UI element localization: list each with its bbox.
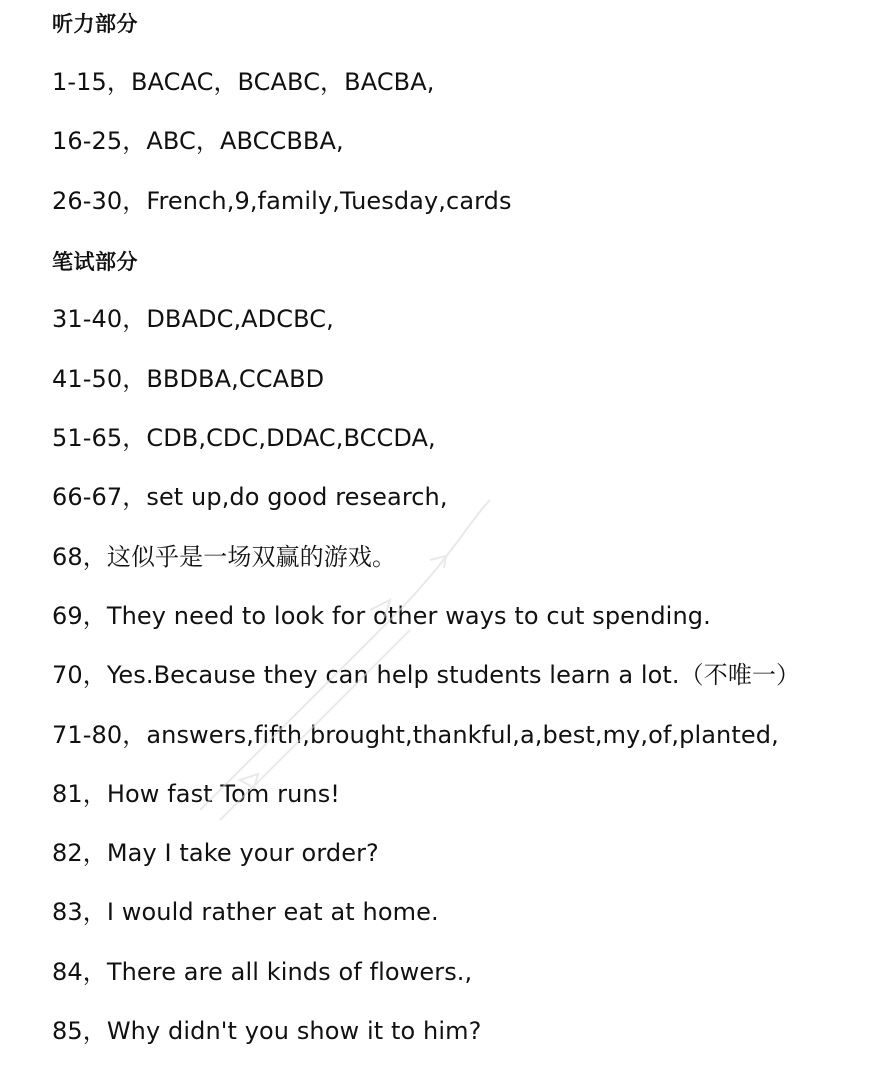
answer-line: 16-25，ABC，ABCCBBA, [52, 127, 344, 155]
answer-line: 66-67，set up,do good research, [52, 483, 448, 511]
answer-line: 71-80，answers,fifth,brought,thankful,a,best,my,of,planted, [52, 721, 779, 749]
answer-line: 1-15，BACAC，BCABC，BACBA, [52, 68, 435, 96]
answer-line: 31-40，DBADC,ADCBC, [52, 305, 334, 333]
answer-line: 51-65，CDB,CDC,DDAC,BCCDA, [52, 424, 436, 452]
section-heading-listening: 听力部分 [52, 12, 138, 36]
answer-line: 84，There are all kinds of flowers., [52, 958, 473, 986]
answer-line: 83，I would rather eat at home. [52, 898, 439, 926]
answer-line: 82，May I take your order? [52, 839, 379, 867]
answer-line: 68，这似乎是一场双赢的游戏。 [52, 543, 397, 571]
answer-line: 69，They need to look for other ways to cut spending. [52, 602, 711, 630]
answer-line: 70，Yes.Because they can help students learn a lot.（不唯一） [52, 661, 801, 689]
section-heading-writing: 笔试部分 [52, 250, 138, 274]
answer-line: 85，Why didn't you show it to him? [52, 1017, 482, 1045]
answer-line: 26-30，French,9,family,Tuesday,cards [52, 187, 512, 215]
answer-line: 81，How fast Tom runs! [52, 780, 341, 808]
answer-line: 41-50，BBDBA,CCABD [52, 365, 325, 393]
